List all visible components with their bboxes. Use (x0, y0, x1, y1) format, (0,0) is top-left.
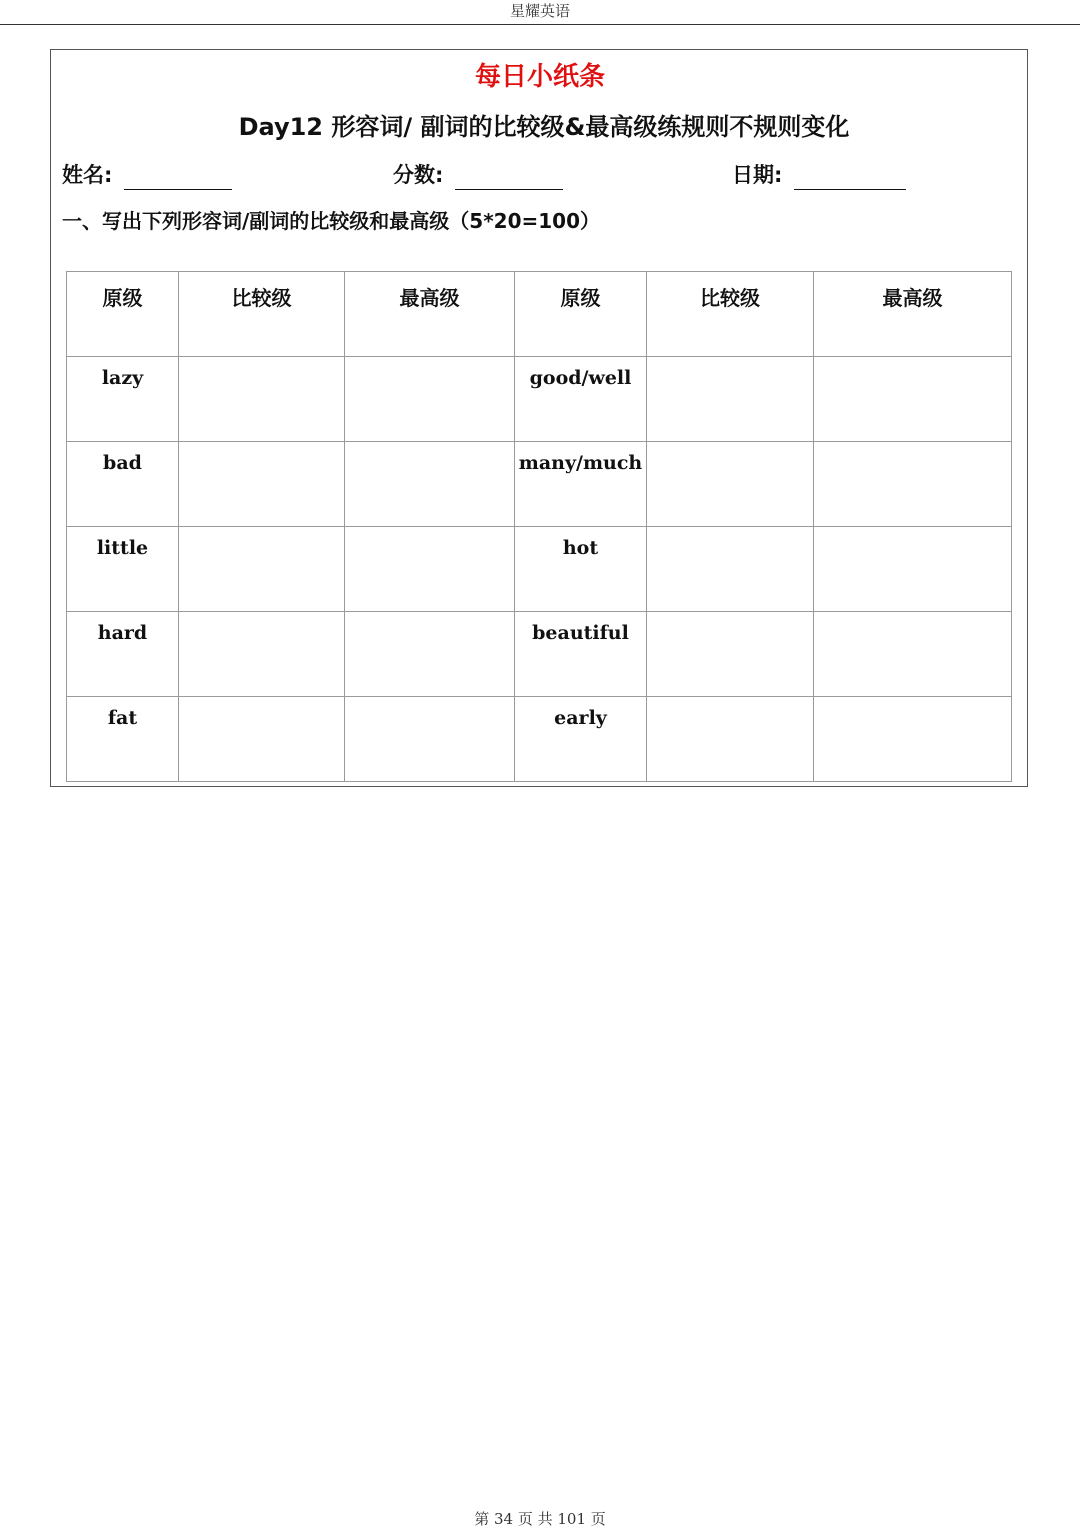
answer-cell[interactable] (647, 612, 814, 697)
date-label: 日期: (732, 163, 783, 187)
score-label: 分数: (393, 163, 444, 187)
word-cell: lazy (67, 357, 179, 442)
word-cell: hot (515, 527, 647, 612)
table-row (67, 612, 1012, 697)
word-cell: beautiful (515, 612, 647, 697)
col-header-comparative-right: 比较级 (647, 272, 814, 357)
answer-cell[interactable] (814, 442, 1012, 527)
col-header-base-left: 原级 (67, 272, 179, 357)
table-row (67, 697, 1012, 782)
word-cell: fat (67, 697, 179, 782)
word-cell: bad (67, 442, 179, 527)
answer-cell[interactable] (647, 697, 814, 782)
worksheet-subtitle: Day12 形容词/ 副词的比较级&最高级练规则不规则变化 (238, 113, 850, 141)
name-field (62, 160, 232, 190)
answer-cell[interactable] (647, 357, 814, 442)
answer-cell[interactable] (814, 527, 1012, 612)
word-cell: early (515, 697, 647, 782)
answer-cell[interactable] (179, 527, 345, 612)
answer-cell[interactable] (647, 442, 814, 527)
worksheet-title: 每日小纸条 (474, 62, 605, 92)
col-header-comparative-left: 比较级 (179, 272, 345, 357)
word-cell: many/much (515, 442, 647, 527)
name-label: 姓名: (62, 163, 113, 187)
date-blank[interactable] (794, 165, 906, 190)
answer-cell[interactable] (647, 527, 814, 612)
page-number: 第 34 页 共 101 页 (474, 1510, 606, 1528)
date-field (732, 160, 906, 190)
name-blank[interactable] (124, 165, 232, 190)
answer-cell[interactable] (179, 357, 345, 442)
table-row (67, 527, 1012, 612)
col-header-superlative-right: 最高级 (814, 272, 1012, 357)
col-header-superlative-left: 最高级 (345, 272, 515, 357)
page-footer (0, 1508, 1080, 1530)
answer-cell[interactable] (345, 697, 515, 782)
brand-name: 星耀英语 (509, 2, 570, 20)
answer-cell[interactable] (179, 442, 345, 527)
table-row (67, 357, 1012, 442)
col-header-base-right: 原级 (515, 272, 647, 357)
word-cell: little (67, 527, 179, 612)
answer-cell[interactable] (179, 612, 345, 697)
answer-cell[interactable] (814, 357, 1012, 442)
score-blank[interactable] (455, 165, 563, 190)
score-field (393, 160, 563, 190)
answer-cell[interactable] (814, 697, 1012, 782)
answer-cell[interactable] (345, 527, 515, 612)
answer-cell[interactable] (345, 612, 515, 697)
table-row (67, 442, 1012, 527)
word-cell: hard (67, 612, 179, 697)
answer-cell[interactable] (179, 697, 345, 782)
answer-cell[interactable] (345, 442, 515, 527)
comparison-table (66, 271, 1012, 782)
word-cell: good/well (515, 357, 647, 442)
section-heading: 一、写出下列形容词/副词的比较级和最高级（5*20=100） (62, 209, 601, 233)
answer-cell[interactable] (345, 357, 515, 442)
page-header (0, 0, 1080, 25)
table-header-row (67, 272, 1012, 357)
answer-cell[interactable] (814, 612, 1012, 697)
